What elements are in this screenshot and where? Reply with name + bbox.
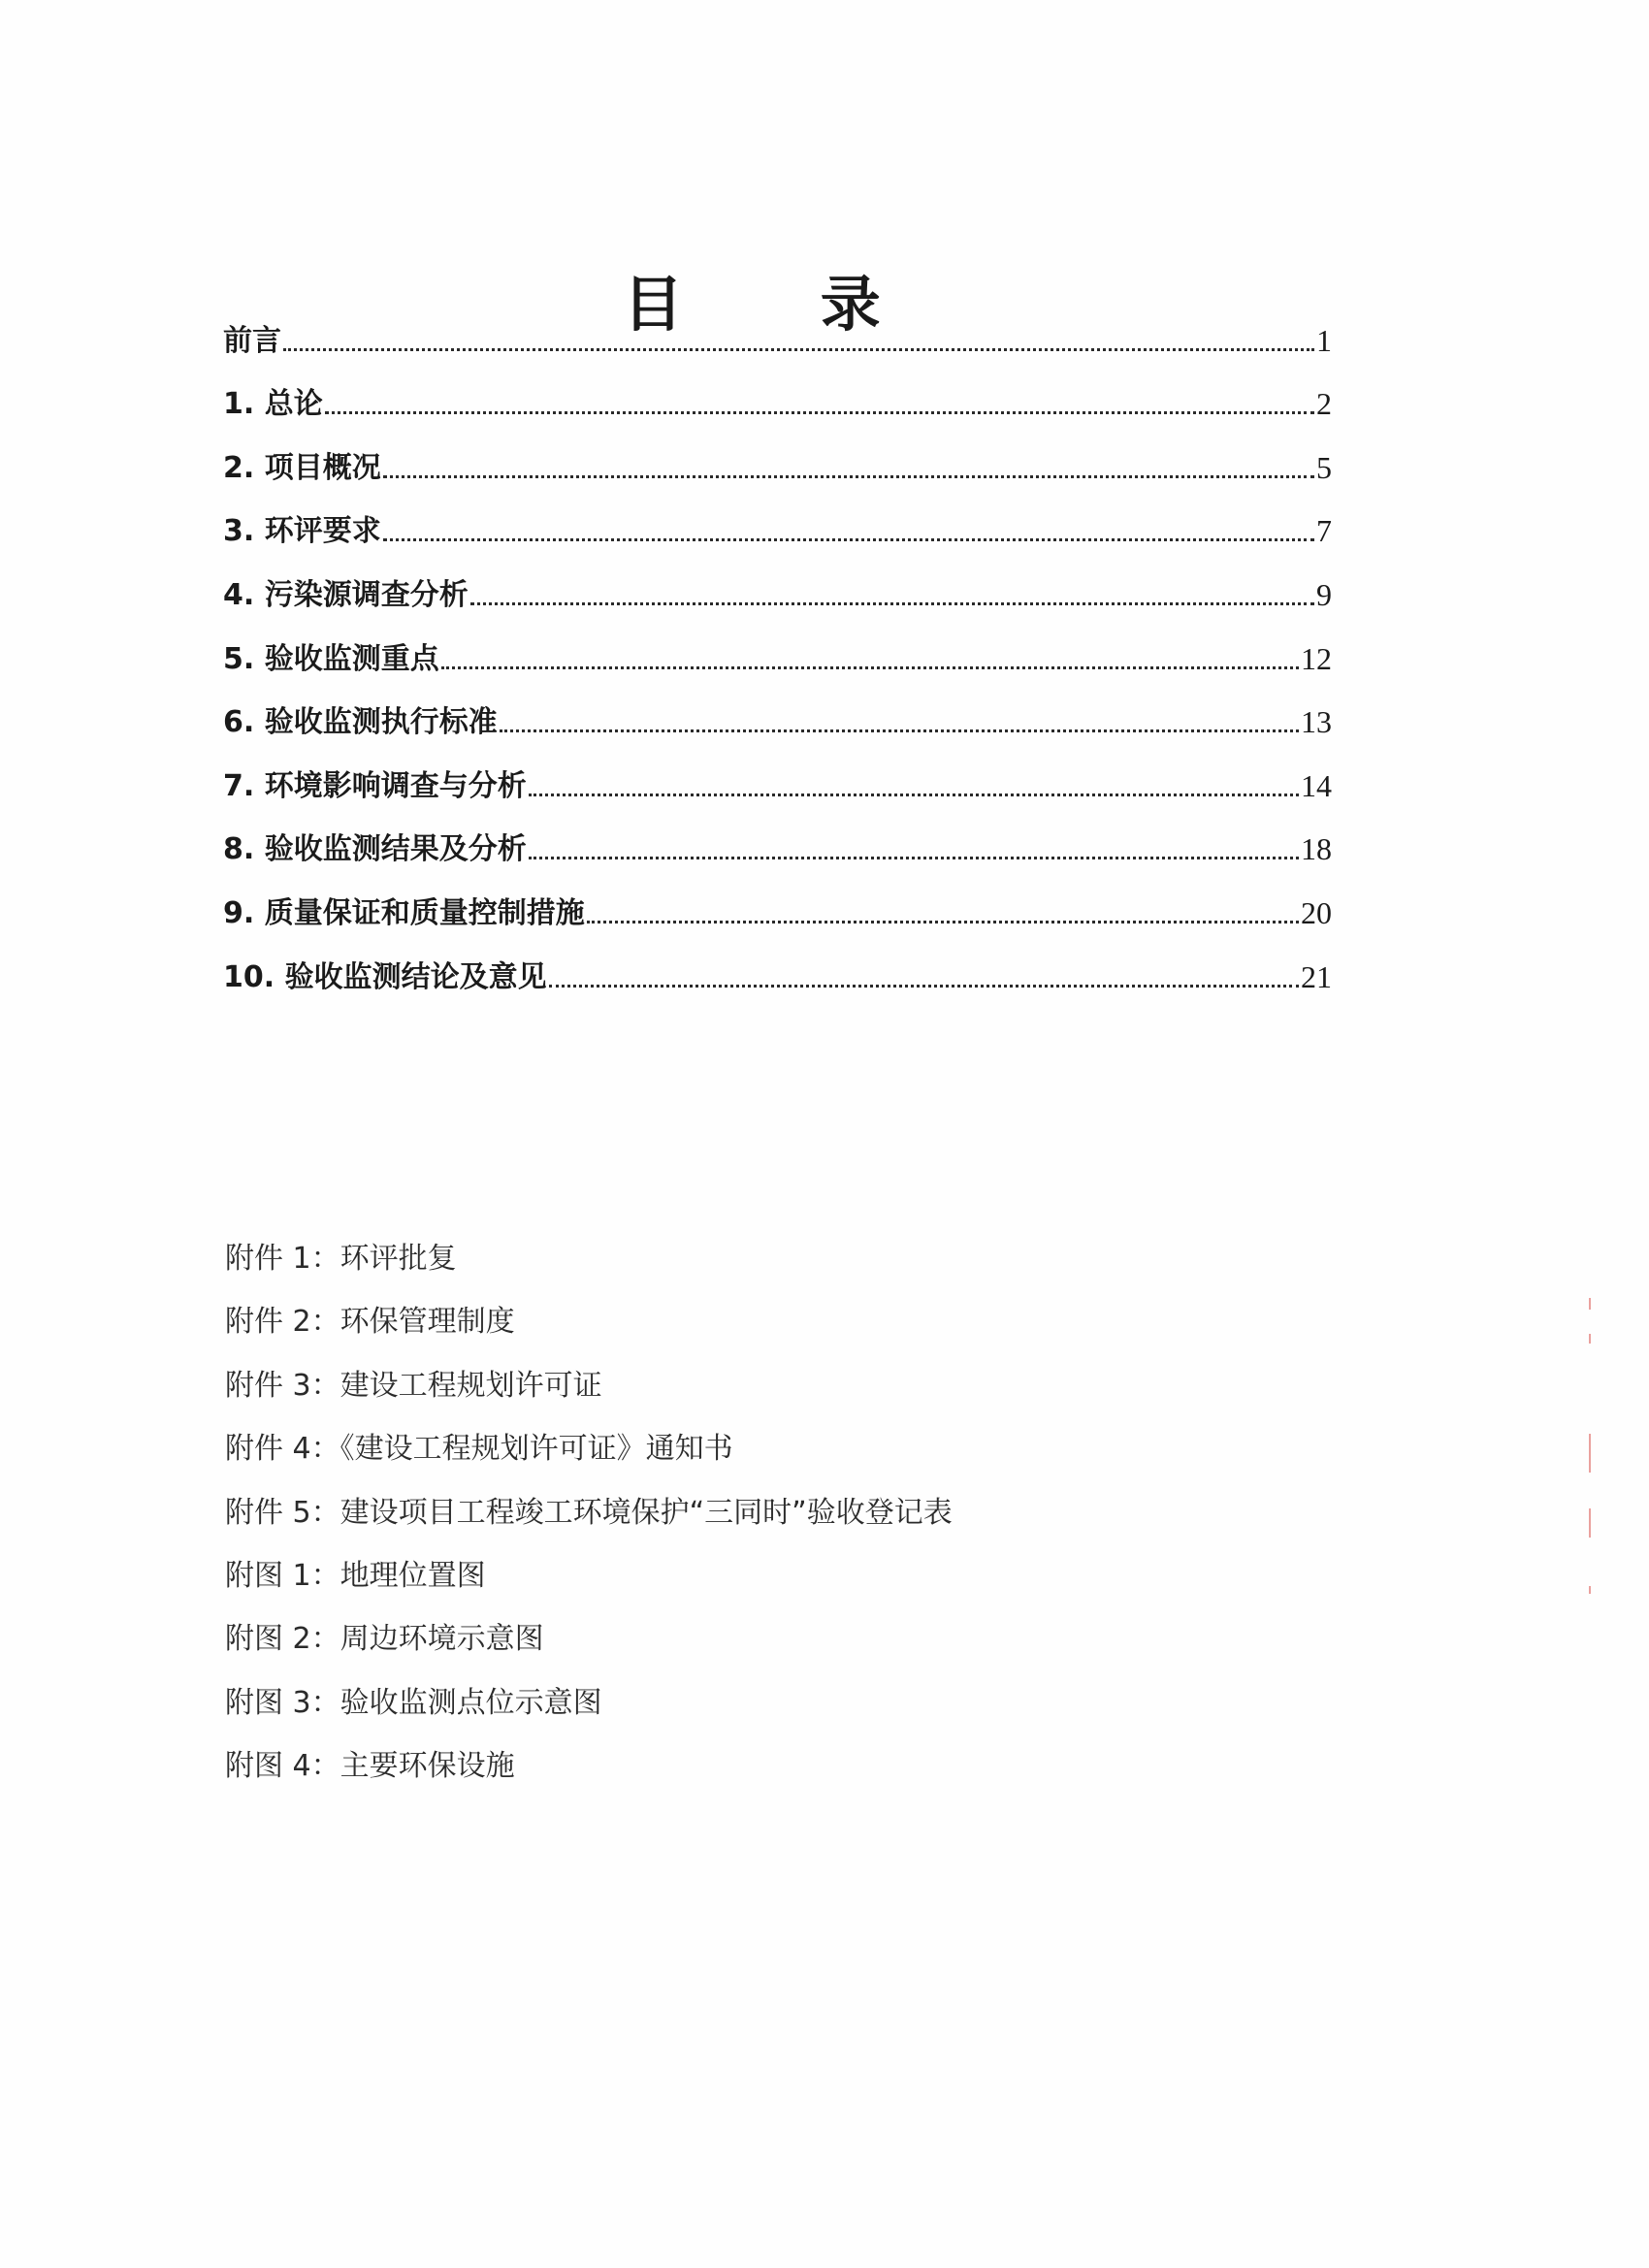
toc-leader-dots — [383, 538, 1314, 541]
scan-edge-mark — [1589, 1586, 1591, 1594]
toc-entry-5[interactable] — [223, 613, 1332, 677]
toc-entry-label: 8. 验收监测结果及分析 — [223, 832, 527, 867]
appendix-item-attachment-5: 附件 5：建设项目工程竣工环境保护“三同时”验收登记表 — [225, 1495, 953, 1530]
toc-entry-page: 1 — [1316, 322, 1332, 358]
toc-leader-dots — [500, 729, 1299, 732]
toc-entry-label: 7. 环境影响调查与分析 — [223, 768, 527, 803]
scan-edge-mark — [1589, 1298, 1591, 1310]
appendix-list — [225, 1234, 953, 1805]
appendix-item-figure-2: 附图 2：周边环境示意图 — [225, 1622, 544, 1657]
toc-entry-page: 7 — [1316, 513, 1332, 549]
toc-entry-label: 3. 环评要求 — [223, 514, 381, 549]
toc-entry-preface[interactable] — [223, 295, 1332, 359]
toc-leader-dots — [470, 602, 1314, 605]
toc-entry-10[interactable] — [223, 931, 1332, 995]
appendix-item-attachment-1: 附件 1：环评批复 — [225, 1242, 457, 1276]
toc-entry-label: 2. 项目概况 — [223, 450, 381, 485]
toc-entry-label: 前言 — [223, 323, 281, 358]
toc-entry-4[interactable] — [223, 549, 1332, 613]
appendix-item-figure-1: 附图 1：地理位置图 — [225, 1558, 486, 1593]
toc-leader-dots — [587, 921, 1299, 923]
toc-entry-page: 5 — [1316, 449, 1332, 485]
toc-entry-3[interactable] — [223, 486, 1332, 550]
toc-entry-1[interactable] — [223, 359, 1332, 423]
toc-entry-page: 2 — [1316, 386, 1332, 422]
scan-edge-mark — [1589, 1508, 1591, 1538]
toc-leader-dots — [441, 666, 1299, 669]
appendix-item-attachment-3: 附件 3：建设工程规划许可证 — [225, 1368, 602, 1403]
toc-entry-label: 10. 验收监测结论及意见 — [223, 959, 547, 994]
scan-edge-mark — [1589, 1434, 1591, 1473]
page-title: 目 录 — [623, 268, 939, 340]
toc-leader-dots — [529, 857, 1299, 859]
toc-entry-page: 14 — [1301, 767, 1332, 803]
toc-entry-label: 6. 验收监测执行标准 — [223, 705, 498, 740]
toc-entry-label: 9. 质量保证和质量控制措施 — [223, 895, 585, 930]
appendix-item-figure-3: 附图 3：验收监测点位示意图 — [225, 1685, 602, 1720]
toc-entry-page: 13 — [1301, 704, 1332, 740]
toc-entry-page: 9 — [1316, 576, 1332, 612]
toc-entry-7[interactable] — [223, 740, 1332, 804]
toc-entry-page: 20 — [1301, 894, 1332, 930]
toc-entry-2[interactable] — [223, 422, 1332, 486]
appendix-item-attachment-4: 附件 4：《建设工程规划许可证》通知书 — [225, 1432, 733, 1467]
table-of-contents — [223, 295, 1332, 995]
toc-leader-dots — [283, 348, 1314, 351]
toc-entry-page: 21 — [1301, 958, 1332, 994]
toc-entry-label: 1. 总论 — [223, 387, 323, 422]
toc-entry-6[interactable] — [223, 677, 1332, 741]
toc-leader-dots — [529, 794, 1299, 796]
appendix-item-attachment-2: 附件 2：环保管理制度 — [225, 1305, 515, 1340]
toc-leader-dots — [383, 475, 1314, 478]
toc-leader-dots — [549, 985, 1299, 988]
toc-entry-page: 12 — [1301, 640, 1332, 676]
toc-entry-8[interactable] — [223, 804, 1332, 868]
toc-entry-label: 4. 污染源调查分析 — [223, 577, 469, 612]
toc-entry-9[interactable] — [223, 867, 1332, 931]
toc-entry-page: 18 — [1301, 831, 1332, 867]
toc-entry-label: 5. 验收监测重点 — [223, 641, 439, 676]
toc-leader-dots — [325, 411, 1314, 414]
appendix-item-figure-4: 附图 4：主要环保设施 — [225, 1749, 515, 1784]
scan-edge-mark — [1589, 1334, 1591, 1344]
